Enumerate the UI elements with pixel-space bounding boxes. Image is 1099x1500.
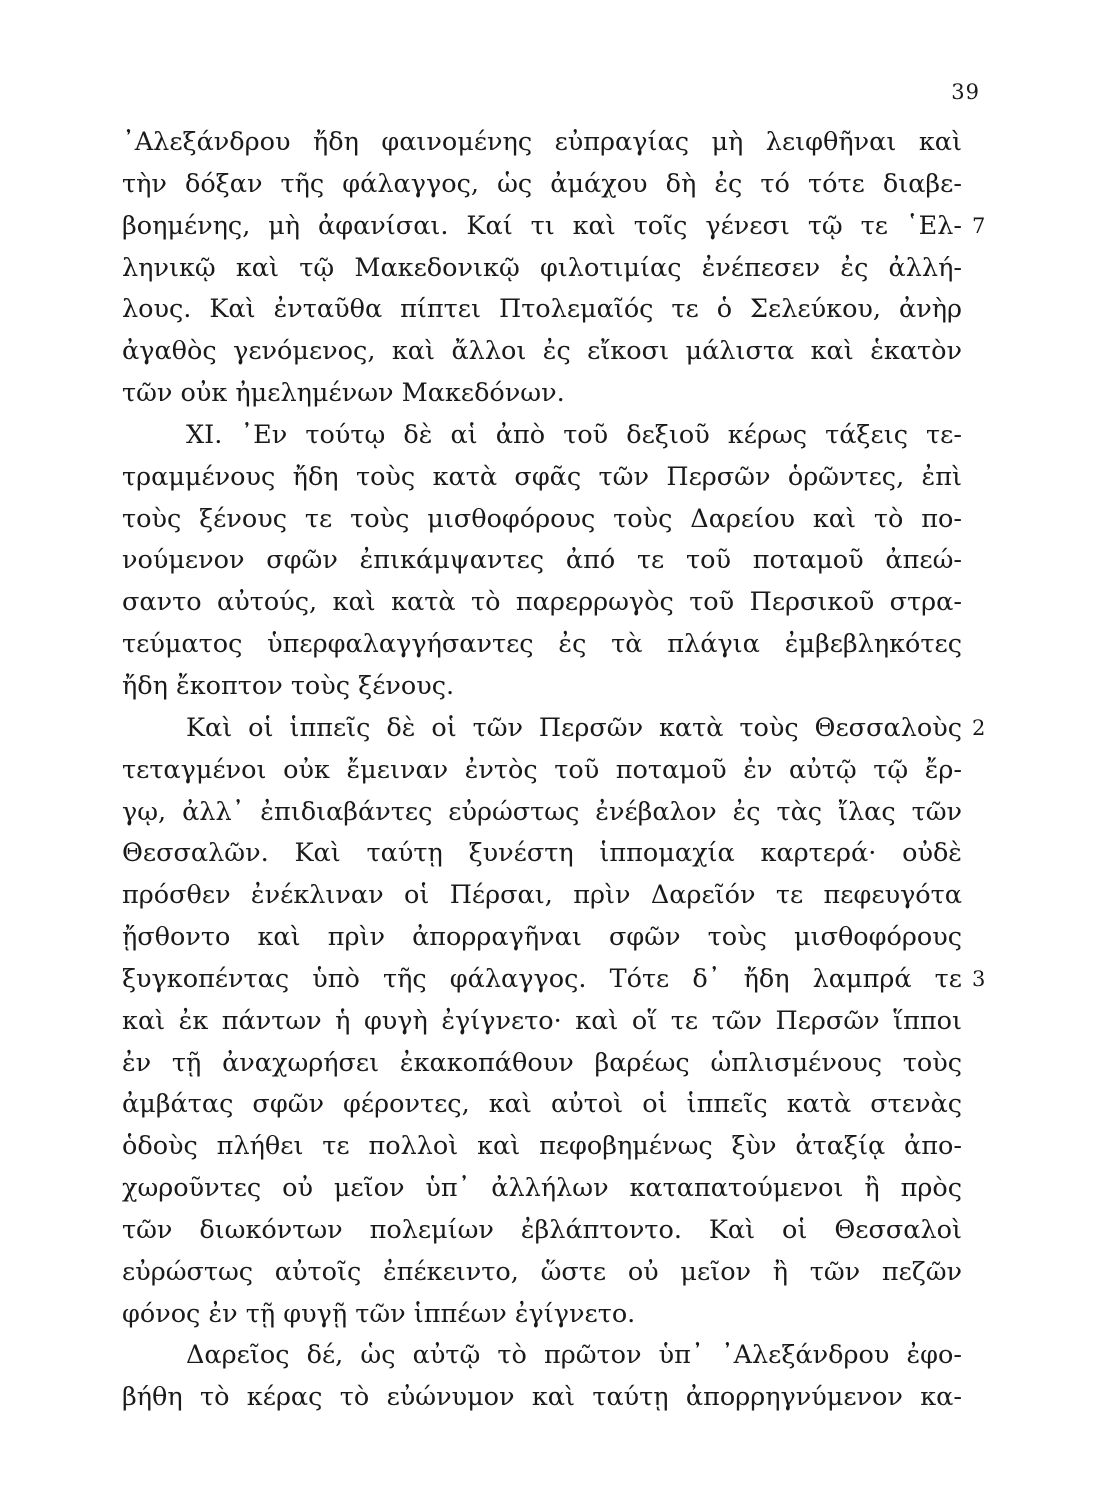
text-line <box>122 1001 962 1043</box>
text-line <box>122 122 962 164</box>
text-line-content: Δαρεῖος δέ, ὡς αὐτῷ τὸ πρῶτον ὑπ᾿ ᾿Αλεξάνδρου ἐφο- <box>186 1340 962 1371</box>
text-line <box>122 750 962 792</box>
text-line-content: βήθη τὸ κέρας τὸ εὐώνυμον καὶ ταύτῃ ἀπορρηγνύμενον κα- <box>122 1382 962 1413</box>
text-line-content: ἀμβάτας σφῶν φέροντες, καὶ αὐτοὶ οἱ ἱππεῖς κατὰ στενὰς <box>122 1089 962 1120</box>
text-line-content: τραμμένους ἤδη τοὺς κατὰ σφᾶς τῶν Περσῶν ὁρῶντες, ἐπὶ <box>122 461 962 492</box>
text-line-content: ἐν τῇ ἀναχωρήσει ἐκακοπάθουν βαρέως ὡπλισμένους τοὺς <box>122 1047 962 1078</box>
text-line <box>122 1084 962 1126</box>
text-line <box>122 331 962 373</box>
text-line <box>122 1126 962 1168</box>
text-line-content: ξυγκοπέντας ὑπὸ τῆς φάλαγγος. Τότε δ᾿ ἤδη λαμπρά τε <box>122 963 962 994</box>
text-line-content: φόνος ἐν τῇ φυγῇ τῶν ἱππέων ἐγίγνετο. <box>122 1298 636 1329</box>
text-line-content: χωροῦντες οὐ μεῖον ὑπ᾿ ἀλλήλων καταπατούμενοι ἢ πρὸς <box>122 1173 962 1204</box>
text-line-content: ᾔσθοντο καὶ πρὶν ἀπορραγῆναι σφῶν τοὺς μισθοφόρους <box>122 922 962 953</box>
text-line <box>122 1335 962 1377</box>
text-line-content: λους. Καὶ ἐνταῦθα πίπτει Πτολεμαῖός τε ὁ Σελεύκου, ἀνὴρ <box>122 294 962 325</box>
text-line <box>122 206 986 248</box>
text-line <box>122 833 962 875</box>
text-line-content: καὶ ἐκ πάντων ἡ φυγὴ ἐγίγνετο· καὶ οἵ τε τῶν Περσῶν ἵπποι <box>122 1005 962 1036</box>
text-line-content: βοημένης, μὴ ἀφανίσαι. Καί τι καὶ τοῖς γένεσι τῷ τε ῾Ελ- <box>122 210 962 241</box>
text-line <box>122 540 962 582</box>
text-line-content: ὁδοὺς πλήθει τε πολλοὶ καὶ πεφοβημένως ξὺν ἀταξίᾳ ἀπο- <box>122 1131 962 1162</box>
text-line <box>122 1210 962 1252</box>
text-line-content: πρόσθεν ἐνέκλιναν οἱ Πέρσαι, πρὶν Δαρεῖόν τε πεφευγότα <box>122 880 962 911</box>
text-line <box>122 1294 962 1336</box>
text-line <box>122 1043 962 1085</box>
text-line-content: Καὶ οἱ ἱππεῖς δὲ οἱ τῶν Περσῶν κατὰ τοὺς Θεσσαλοὺς <box>186 712 962 743</box>
text-line-content: εὐρώστως αὐτοῖς ἐπέκειντο, ὥστε οὐ μεῖον ἢ τῶν πεζῶν <box>122 1256 962 1287</box>
text-line-content: XI. ᾿Εν τούτῳ δὲ αἱ ἀπὸ τοῦ δεξιοῦ κέρως τάξεις τε- <box>186 419 962 450</box>
text-line <box>122 1168 962 1210</box>
text-line-content: γῳ, ἀλλ᾿ ἐπιδιαβάντες εὐρώστως ἐνέβαλον ἐς τὰς ἴλας τῶν <box>122 796 962 827</box>
text-line <box>122 792 962 834</box>
text-line <box>122 457 962 499</box>
text-line <box>122 373 962 415</box>
text-line-content: τοὺς ξένους τε τοὺς μισθοφόρους τοὺς Δαρείου καὶ τὸ πο- <box>122 503 962 534</box>
text-line-content: τῶν οὐκ ἠμελημένων Μακεδόνων. <box>122 378 565 409</box>
text-line <box>122 1377 962 1419</box>
text-line-content: ἀγαθὸς γενόμενος, καὶ ἄλλοι ἐς εἴκοσι μάλιστα καὶ ἑκατὸν <box>122 336 962 367</box>
text-line <box>122 248 962 290</box>
text-line-content: τὴν δόξαν τῆς φάλαγγος, ὡς ἀμάχου δὴ ἐς τό τότε διαβε- <box>122 168 962 199</box>
section-margin-number: 3 <box>972 966 986 991</box>
text-line <box>122 875 962 917</box>
section-margin-number: 7 <box>972 213 986 238</box>
body-text <box>122 122 986 1419</box>
text-line <box>122 289 962 331</box>
text-line <box>122 666 962 708</box>
text-line <box>122 499 962 541</box>
text-line <box>122 582 962 624</box>
text-line-content: τεταγμένοι οὐκ ἔμειναν ἐντὸς τοῦ ποταμοῦ ἐν αὐτῷ τῷ ἔρ- <box>122 754 962 785</box>
text-line <box>122 959 986 1001</box>
text-line <box>122 1252 962 1294</box>
text-line <box>122 917 962 959</box>
text-line-content: τῶν διωκόντων πολεμίων ἐβλάπτοντο. Καὶ οἱ Θεσσαλοὶ <box>122 1214 962 1245</box>
text-line <box>122 708 986 750</box>
text-line <box>122 164 962 206</box>
text-line-content: ληνικῷ καὶ τῷ Μακεδονικῷ φιλοτιμίας ἐνέπεσεν ἐς ἀλλή- <box>122 252 962 283</box>
text-line-content: σαντο αὐτούς, καὶ κατὰ τὸ παρερρωγὸς τοῦ Περσικοῦ στρα- <box>122 587 962 618</box>
text-line-content: τεύματος ὑπερφαλαγγήσαντες ἐς τὰ πλάγια ἐμβεβληκότες <box>122 629 962 660</box>
text-line-content: Θεσσαλῶν. Καὶ ταύτῃ ξυνέστη ἱππομαχία καρτερά· οὐδὲ <box>122 838 962 869</box>
page-number: 39 <box>951 80 980 104</box>
text-line-content: νούμενον σφῶν ἐπικάμψαντες ἀπό τε τοῦ ποταμοῦ ἀπεώ- <box>122 545 962 576</box>
text-line <box>122 624 962 666</box>
section-margin-number: 2 <box>972 715 986 740</box>
text-line-content: ᾿Αλεξάνδρου ἤδη φαινομένης εὐπραγίας μὴ λειφθῆναι καὶ <box>122 127 962 157</box>
text-line <box>122 415 962 457</box>
text-line-content: ἤδη ἔκοπτον τοὺς ξένους. <box>122 670 455 701</box>
